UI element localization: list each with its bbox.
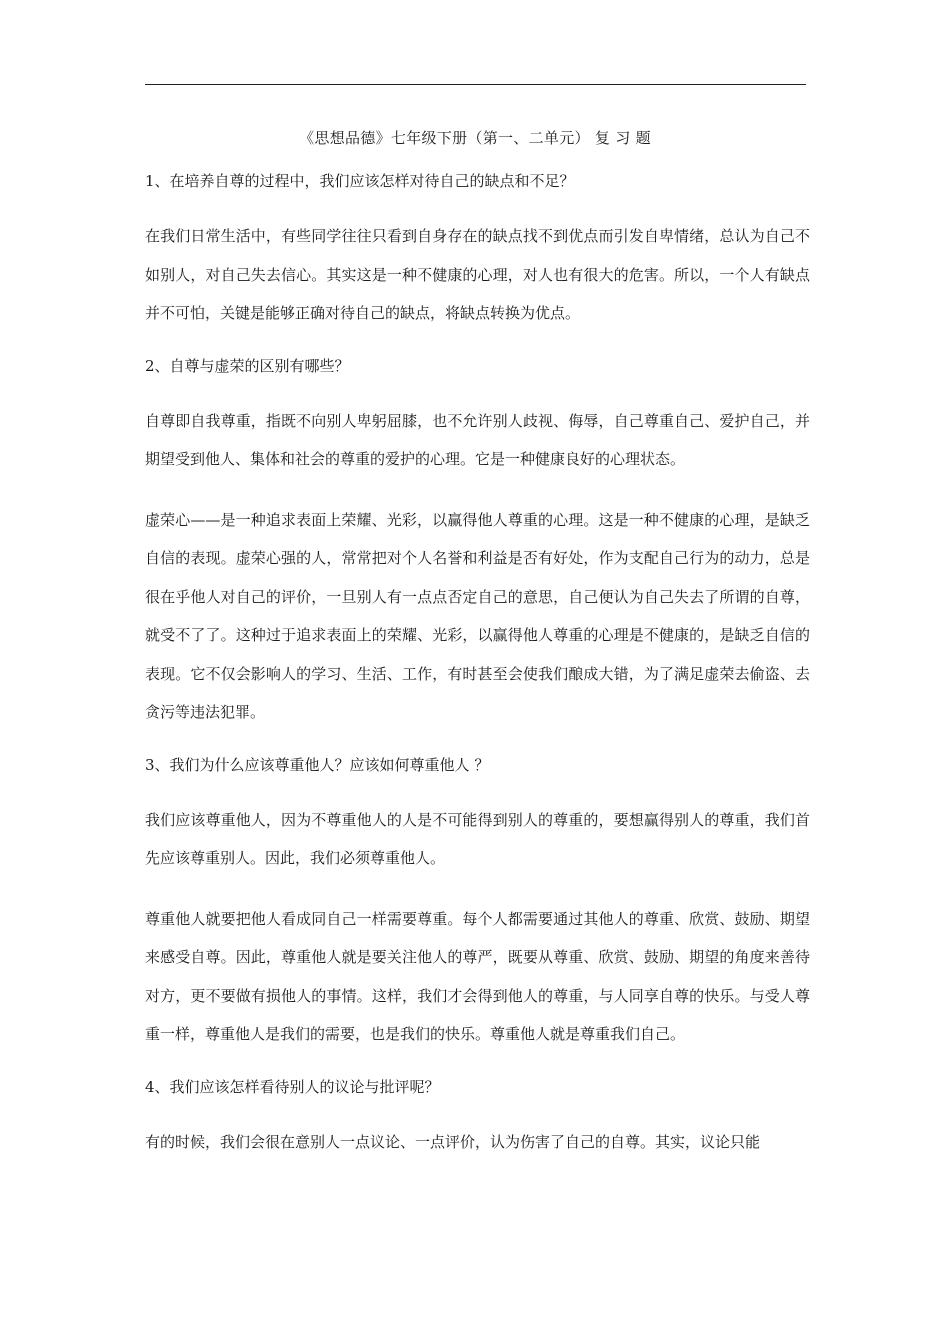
question-4: 4、我们应该怎样看待别人的议论与批评呢？ (145, 1077, 440, 1096)
answer-2-paragraph-1: 自尊即自我尊重，指既不向别人卑躬屈膝，也不允许别人歧视、侮辱，自己尊重自己、爱护自己，并期望受到他人、集体和社会的尊重的爱护的心理。它是一种健康良好的心理状态。 (145, 411, 810, 468)
question-3: 3、我们为什么应该尊重他人？应该如何尊重他人 ？ (145, 755, 490, 774)
document-title: 《思想品德》七年级下册（第一、二单元） 复 习 题 (299, 129, 651, 147)
answer-4-paragraph-1: 有的时候，我们会很在意别人一点议论、一点评价，认为伤害了自己的自尊。其实，议论只能 (145, 1132, 761, 1151)
document-body (145, 170, 810, 1183)
answer-2-paragraph-2: 虚荣心——是一种追求表面上荣耀、光彩，以赢得他人尊重的心理。这是一种不健康的心理，是缺乏自信的表现。虚荣心强的人，常常把对个人名誉和利益是否有好处，作为支配自己行为的动力，总是很在乎他人对自己的评价，一旦别人有一点点否定自己的意思，自己便认为自己失去了所谓的自尊，就受不了了。这种过于追求表面上的荣耀、光彩，以赢得他人尊重的心理是不健康的，是缺乏自信的表现。它不仅会影响人的学习、生活、工作，有时甚至会使我们酿成大错，为了满足虚荣去偷盗、去贪污等违法犯罪。 (145, 510, 810, 721)
question-1: 1、在培养自尊的过程中，我们应该怎样对待自己的缺点和不足？ (145, 172, 575, 190)
header-rule (145, 84, 806, 85)
answer-3-paragraph-1: 我们应该尊重他人，因为不尊重他人的人是不可能得到别人的尊重的，要想赢得别人的尊重，我们首先应该尊重别人。因此，我们必须尊重他人。 (145, 810, 810, 867)
question-2: 2、自尊与虚荣的区别有哪些？ (145, 356, 350, 375)
answer-3-paragraph-2: 尊重他人就要把他人看成同自己一样需要尊重。每个人都需要通过其他人的尊重、欣赏、鼓励、期望来感受自尊。因此，尊重他人就是要关注他人的尊严，既要从尊重、欣赏、鼓励、期望的角度来善待对方，更不要做有损他人的事情。这样，我们才会得到他人的尊重，与人同享自尊的快乐。与受人尊重一样，尊重他人是我们的需要，也是我们的快乐。尊重他人就是尊重我们自己。 (145, 909, 810, 1043)
answer-1-paragraph-1: 在我们日常生活中，有些同学往往只看到自身存在的缺点找不到优点而引发自卑情绪，总认为自己不如别人，对自己失去信心。其实这是一种不健康的心理，对人也有很大的危害。所以，一个人有缺点并不可怕，关键是能够正确对待自己的缺点，将缺点转换为优点。 (145, 227, 810, 322)
